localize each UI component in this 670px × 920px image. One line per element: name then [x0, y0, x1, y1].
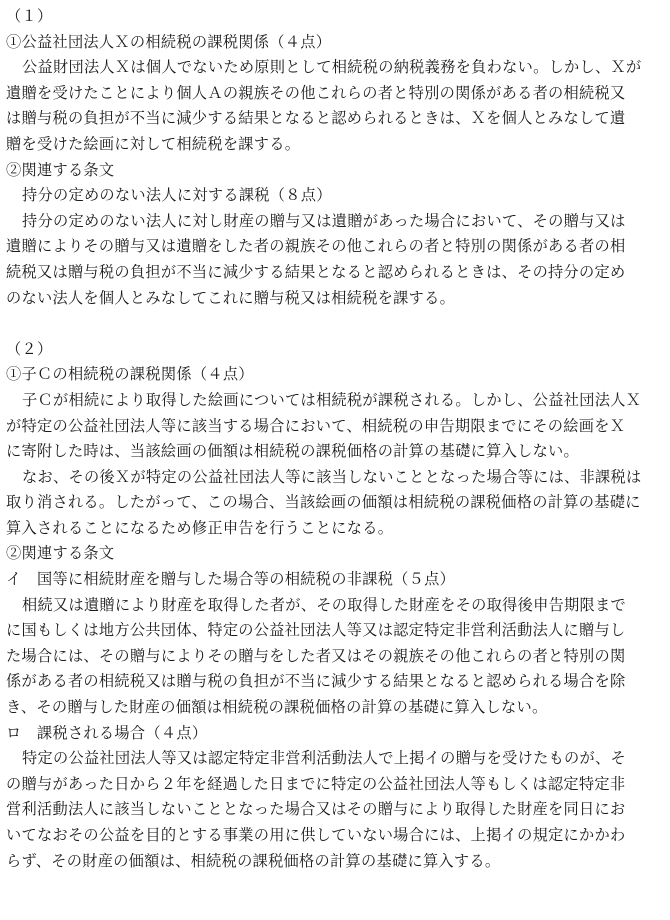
section-1-article-title: 持分の定めのない法人に対する課税（８点） [22, 186, 332, 205]
section-2-item-ro-line: 営利活動法人に該当しないこととなった場合又はその贈与により取得した財産を同日にお [6, 800, 626, 819]
section-2-sub1-heading: ①子Ｃの相続税の課税関係（４点） [6, 365, 254, 384]
section-2-sub2-heading: ②関連する条文 [6, 544, 115, 563]
section-2-para2-line: 取り消される。したがって、この場合、当該絵画の価額は相続税の課税価格の計算の基礎に [6, 493, 641, 512]
section-2-para2-line: 算入されることになるため修正申告を行うことになる。 [6, 518, 394, 537]
section-1-article-line: 続税又は贈与税の負担が不当に減少する結果となると認められるときは、その持分の定め [6, 262, 626, 281]
section-1-sub1-heading: ①公益社団法人Ｘの相続税の課税関係（４点） [6, 32, 332, 51]
section-2-item-i-line: 係がある者の相続税又は贈与税の負担が不当に減少する結果となると認められる場合を除 [6, 672, 626, 691]
section-spacer [6, 311, 656, 337]
section-2-item-ro-line: いてなおその公益を目的とする事業の用に供していない場合には、上掲イの規定にかかわ [6, 826, 626, 844]
answer-document [6, 4, 656, 874]
section-1-article-line: のない法人を個人とみなしてこれに贈与税又は相続税を課する。 [6, 288, 456, 307]
section-2-item-i-line: に国もしくは地方公共団体、特定の公益社団法人等又は認定特定非営利活動法人に贈与し [6, 621, 626, 640]
section-1-sub1-line: 贈を受けた絵画に対して相続税を課する。 [6, 134, 301, 153]
section-2-item-i-title: イ 国等に相続財産を贈与した場合等の相続税の非課税（５点） [6, 570, 456, 589]
section-1-sub1-line: 公益財団法人Ｘは個人でないため原則として相続税の納税義務を負わない。しかし、Ｘが [22, 58, 642, 77]
section-1-sub1-line: は贈与税の負担が不当に減少する結果となると認められるときは、Ｘを個人とみなして遺 [6, 109, 626, 128]
section-2-item-ro-line: の贈与があった日から２年を経過した日までに特定の公益社団法人等もしくは認定特定非 [6, 774, 626, 793]
section-2-item-ro-line: らず、その財産の価額は、相続税の課税価格の計算の基礎に算入する。 [6, 851, 501, 870]
section-2-item-i-line: 相続又は遺贈により財産を取得した者が、その取得した財産をその取得後申告期限まで [22, 595, 627, 614]
section-2-para1-line: が特定の公益社団法人等に該当する場合において、相続税の申告期限までにその絵画をＸ [6, 416, 626, 435]
section-2-para1-line: 子Ｃが相続により取得した絵画については相続税が課税される。しかし、公益社団法人Ｘ [22, 390, 642, 409]
section-2-item-ro-line: 特定の公益社団法人等又は認定特定非営利活動法人で上掲イの贈与を受けたものが、そ [22, 749, 627, 768]
section-2-para1-line: に寄附した時は、当該絵画の価額は相続税の課税価格の計算の基礎に算入しない。 [6, 442, 580, 461]
section-1-number: （１） [6, 7, 53, 25]
section-1-sub1-line: 遺贈を受けたことにより個人Ａの親族その他これらの者と特別の関係がある者の相続税又 [6, 83, 626, 102]
section-2-para2-line: なお、その後Ｘが特定の公益社団法人等に該当しないこととなった場合等には、非課税は [22, 467, 642, 486]
section-2-number: （２） [6, 339, 53, 358]
section-2-item-ro-title: ロ 課税される場合（４点） [6, 723, 208, 742]
section-1-article-line: 持分の定めのない法人に対し財産の贈与又は遺贈があった場合において、その贈与又は [22, 211, 626, 230]
section-1-sub2-heading: ②関連する条文 [6, 160, 115, 179]
section-2-item-i-line: た場合には、その贈与によりその贈与をした者又はその親族その他これらの者と特別の関 [6, 646, 626, 665]
section-2-item-i-line: き、その贈与した財産の価額は相続税の課税価格の計算の基礎に算入しない。 [6, 698, 548, 717]
section-1-article-line: 遺贈によりその贈与又は遺贈をした者の親族その他これらの者と特別の関係がある者の相 [6, 237, 626, 256]
